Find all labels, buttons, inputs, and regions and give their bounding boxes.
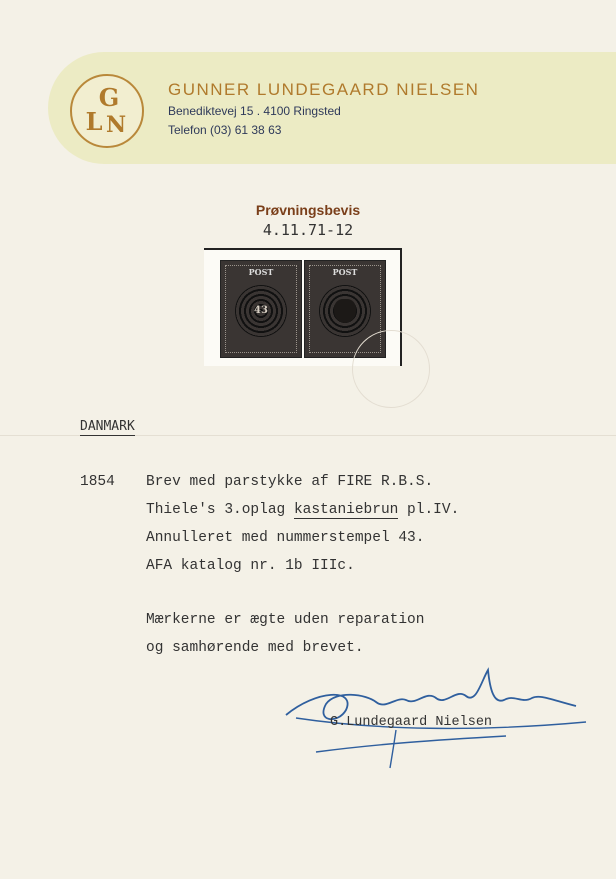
description-line-2: Thiele's 3.oplag kastaniebrun pl.IV. — [146, 502, 460, 518]
certificate-title: Prøvningsbevis — [255, 202, 361, 218]
statement-line-1: Mærkerne er ægte uden reparation — [146, 612, 425, 628]
statement-line-2: og samhørende med brevet. — [146, 640, 364, 656]
description-line-1: Brev med parstykke af FIRE R.B.S. — [146, 474, 434, 490]
stamp-left-cancel-number: 43 — [254, 305, 268, 316]
logo-letter-l: L — [85, 107, 103, 136]
issue-year: 1854 — [80, 474, 115, 490]
company-name: GUNNER LUNDEGAARD NIELSEN — [168, 80, 480, 99]
logo-letter-n: N — [105, 112, 127, 138]
signatory-name: G.Lundegaard Nielsen — [330, 715, 493, 730]
company-logo — [70, 74, 144, 148]
company-phone: Telefon (03) 61 38 63 — [168, 123, 282, 137]
stamp-left-label: POST — [248, 267, 274, 277]
logo-letter-g: G — [98, 83, 120, 112]
company-address: Benediktevej 15 . 4100 Ringsted — [168, 104, 341, 118]
logo-monogram-icon — [72, 76, 142, 146]
color-underlined: kastaniebrun — [293, 502, 399, 518]
country-heading: DANMARK — [80, 419, 135, 434]
description-line-3: Annulleret med nummerstempel 43. — [146, 530, 425, 546]
certificate-number: 4.11.71-12 — [262, 221, 354, 239]
stamp-left — [220, 260, 302, 358]
description-line-4: AFA katalog nr. 1b IIIc. — [146, 558, 355, 574]
stamp-right-label: POST — [332, 267, 358, 277]
crest-icon — [334, 299, 356, 323]
embossed-seal-icon — [352, 330, 430, 408]
